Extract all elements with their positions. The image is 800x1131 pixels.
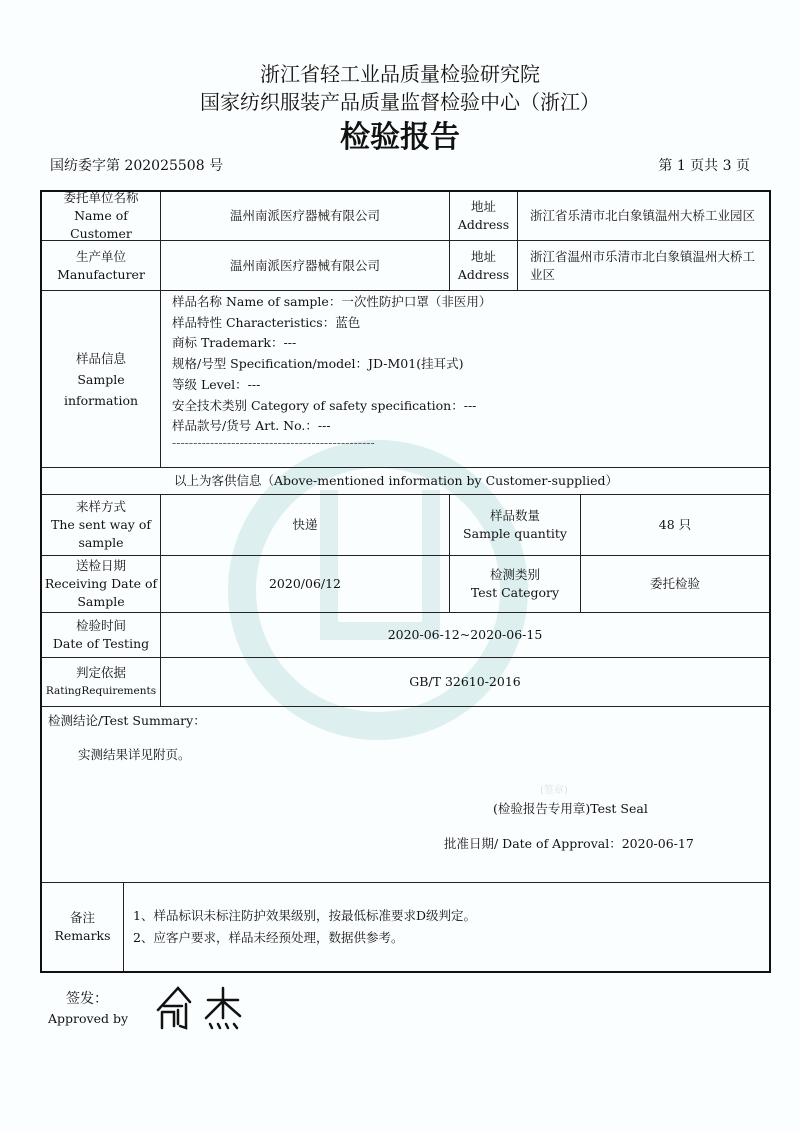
label-en: RatingRequirements xyxy=(45,685,157,697)
customer-label xyxy=(41,190,161,241)
page-number: 第 1 页共 3 页 xyxy=(658,158,750,174)
sample-name: 样品名称 Name of sample：一次性防护口罩（非医用） xyxy=(172,294,492,309)
customer-address: 浙江省乐清市北白象镇温州大桥工业园区 xyxy=(517,190,770,241)
remark-item: 1、样品标识未标注防护效果级别，按最低标准要求D级判定。 xyxy=(133,908,476,923)
label-en: Date of Testing xyxy=(52,636,150,651)
remarks-value xyxy=(123,882,770,972)
sample-label xyxy=(41,290,161,468)
report-number: 国纺委字第 202025508 号 xyxy=(50,158,224,174)
dashed-line: ------------------------------------------------ xyxy=(172,434,375,450)
approval-date: 批准日期/ Date of Approval：2020-06-17 xyxy=(444,836,694,851)
address-label xyxy=(449,240,518,291)
label-cn: 检测类别 xyxy=(489,567,540,582)
rating-value: GB/T 32610-2016 xyxy=(160,657,770,707)
label-en: Sample xyxy=(77,371,125,387)
sent-way-value: 快递 xyxy=(160,494,450,556)
testing-date-label xyxy=(41,612,161,658)
testing-date-value: 2020-06-12~2020-06-15 xyxy=(160,612,770,658)
quantity-label xyxy=(449,494,581,556)
summary-cell xyxy=(41,706,770,883)
remarks-label xyxy=(41,882,124,972)
customer-supplied-note: 以上为客供信息（Above-mentioned information by Customer-supplied） xyxy=(41,467,770,495)
manufacturer-address: 浙江省温州市乐清市北白象镇温州大桥工业区 xyxy=(517,240,770,291)
center-name: 国家纺织服装产品质量监督检验中心（浙江） xyxy=(200,90,600,114)
receiving-date-value: 2020/06/12 xyxy=(160,555,450,613)
label-cn: 来样方式 xyxy=(75,499,126,514)
label-en: Name of Customer xyxy=(70,207,132,241)
address-label xyxy=(449,190,518,241)
label-cn: 生产单位 xyxy=(75,248,126,264)
label-en: Test Category xyxy=(470,585,560,600)
signature xyxy=(150,980,250,1035)
summary-text: 实测结果详见附页。 xyxy=(78,747,191,762)
label-en: Address xyxy=(457,266,510,282)
label-en: Manufacturer xyxy=(57,266,145,282)
approved-label-cn: 签发： xyxy=(66,991,108,1007)
receiving-date-label xyxy=(41,555,161,613)
label-cn: 样品信息 xyxy=(75,350,126,366)
sample-trademark: 商标 Trademark：--- xyxy=(172,335,297,351)
test-seal: (检验报告专用章)Test Seal xyxy=(493,801,648,816)
customer-value: 温州南派医疗器械有限公司 xyxy=(160,190,450,241)
label-cn: 委托单位名称 xyxy=(63,189,139,205)
label-cn: 检验时间 xyxy=(75,618,126,633)
label-en: Address xyxy=(457,216,510,232)
test-category-label xyxy=(449,555,581,613)
sent-way-label xyxy=(41,494,161,556)
label-cn: 地址 xyxy=(470,248,496,264)
label-en: Sample quantity xyxy=(463,526,567,541)
label-cn: 送检日期 xyxy=(75,558,126,573)
summary-label: 检测结论/Test Summary： xyxy=(48,713,206,728)
approved-label-en: Approved by xyxy=(48,1011,129,1026)
label-en: information xyxy=(63,392,139,408)
label-cn: 地址 xyxy=(470,198,496,214)
label-cn: 备注 xyxy=(69,910,95,925)
page-title: 检验报告 xyxy=(340,120,460,155)
sample-model: 规格/号型 Specification/model：JD-M01(挂耳式) xyxy=(172,356,464,372)
sample-characteristics: 样品特性 Characteristics：蓝色 xyxy=(172,314,361,330)
remark-item: 2、应客户要求，样品未经预处理，数据供参考。 xyxy=(133,930,404,945)
sample-level: 等级 Level：--- xyxy=(172,376,261,392)
label-en: The sent way of sample xyxy=(51,517,151,550)
sample-info-lines xyxy=(172,292,491,449)
quantity-value: 48 只 xyxy=(580,494,770,556)
seal-placeholder: (签章) xyxy=(540,785,568,796)
label-cn: 样品数量 xyxy=(489,508,540,523)
sample-art-no: 样品款号/货号 Art. No.：--- xyxy=(172,418,331,434)
label-en: Receiving Date of Sample xyxy=(44,576,158,609)
label-en: Remarks xyxy=(54,928,111,943)
rating-label xyxy=(41,657,161,707)
manufacturer-value: 温州南派医疗器械有限公司 xyxy=(160,240,450,291)
manufacturer-label xyxy=(41,240,161,291)
label-cn: 判定依据 xyxy=(75,665,126,680)
test-category-value: 委托检验 xyxy=(580,555,770,613)
sample-safety-category: 安全技术类别 Category of safety specification：--- xyxy=(172,397,477,413)
org-name: 浙江省轻工业品质量检验研究院 xyxy=(260,62,540,86)
